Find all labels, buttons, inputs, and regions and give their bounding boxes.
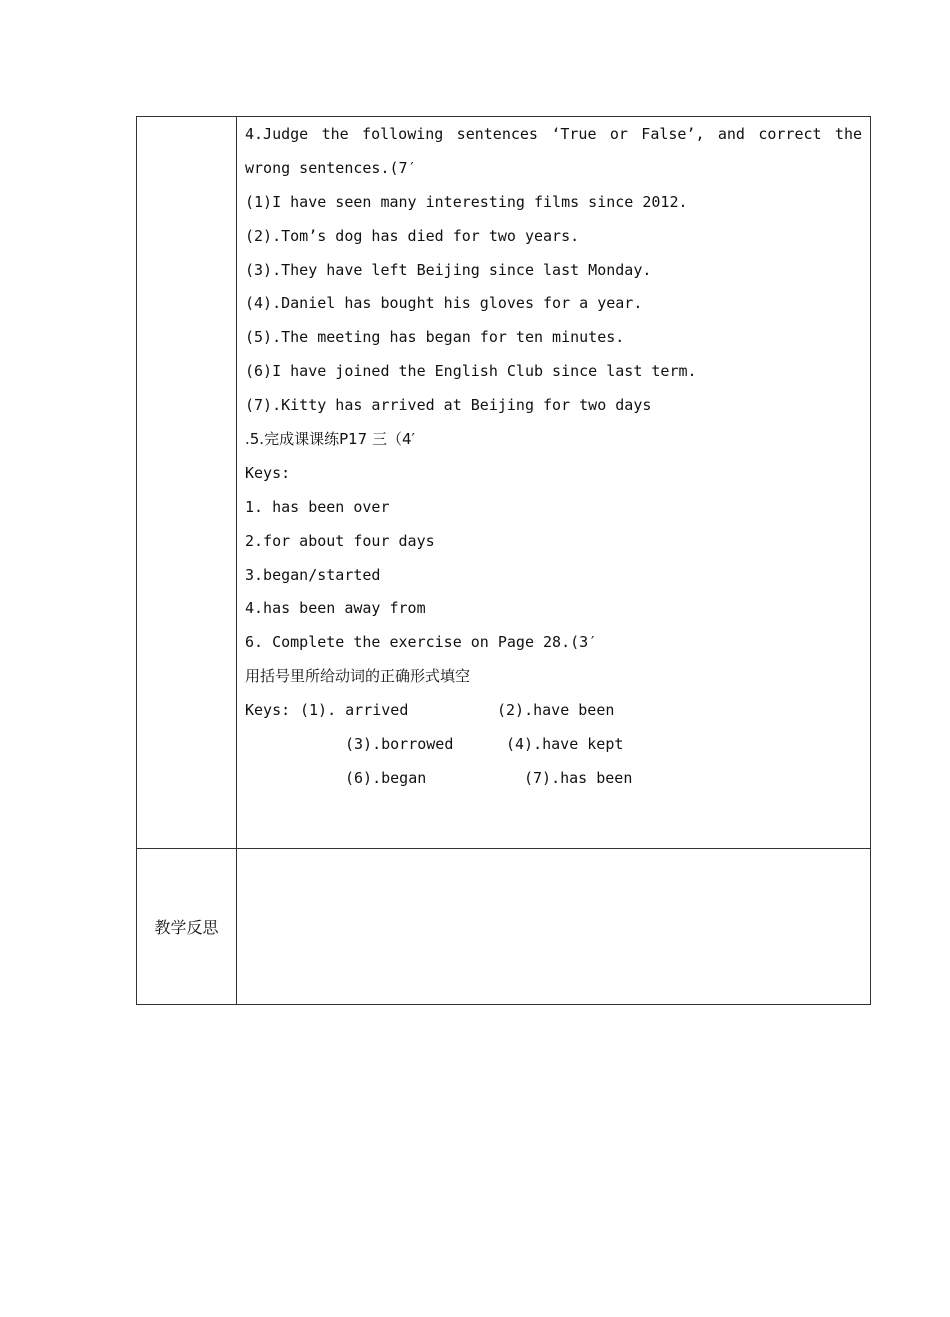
- exercise5-keys-label: Keys:: [245, 463, 291, 482]
- exercise6-instruction: 用括号里所给动词的正确形式填空: [245, 667, 471, 686]
- lesson-table: [136, 116, 871, 1005]
- exercise4-item-6: (6)I have joined the English Club since last term.: [245, 362, 697, 381]
- exercise4-item-1: (1)I have seen many interesting films since 2012.: [245, 192, 688, 211]
- exercise4-title: 4.Judge the following sentences ‘True or False’, and correct the: [245, 125, 862, 143]
- exercise5-key-3: 3.began/started: [245, 565, 381, 584]
- exercise-row: [137, 117, 871, 849]
- exercise6-key-1: (1). arrived: [300, 701, 409, 720]
- exercise6-keys-label: Keys:: [245, 701, 291, 720]
- exercise4-item-4: (4).Daniel has bought his gloves for a year.: [245, 294, 643, 313]
- left-empty-cell: [137, 117, 237, 849]
- exercise5-key-1: 1. has been over: [245, 497, 390, 516]
- exercise6-keys-row-3: [245, 762, 862, 796]
- exercise4-title-cont: wrong sentences.(7′: [245, 158, 417, 177]
- exercise6-title: 6. Complete the exercise on Page 28.(3′: [245, 633, 598, 652]
- exercise6-keys-row-1: [245, 694, 862, 728]
- exercise5-key-4: 4.has been away from: [245, 599, 426, 618]
- exercise-cell: [237, 117, 871, 849]
- exercise5-key-2: 2.for about four days: [245, 531, 435, 550]
- exercise6-key-7: (7).has been: [524, 768, 633, 787]
- exercise6-key-3: (3).borrowed: [345, 735, 454, 754]
- exercise4-item-2: (2).Tom’s dog has died for two years.: [245, 226, 580, 245]
- exercise6-key-4: (4).have kept: [506, 735, 624, 754]
- exercise4-item-3: (3).They have left Beijing since last Monday.: [245, 260, 652, 279]
- exercise4-item-5: (5).The meeting has began for ten minutes.: [245, 328, 625, 347]
- exercise6-key-2: (2).have been: [497, 701, 615, 720]
- exercise6-key-6: (6).began: [345, 768, 427, 787]
- exercise4-item-7: (7).Kitty has arrived at Beijing for two days: [245, 396, 652, 415]
- exercise5-title: .5.完成课课练P17 三（4′: [245, 430, 415, 449]
- exercise6-keys-row-2: [245, 728, 862, 762]
- reflection-label: 教学反思: [137, 849, 237, 1005]
